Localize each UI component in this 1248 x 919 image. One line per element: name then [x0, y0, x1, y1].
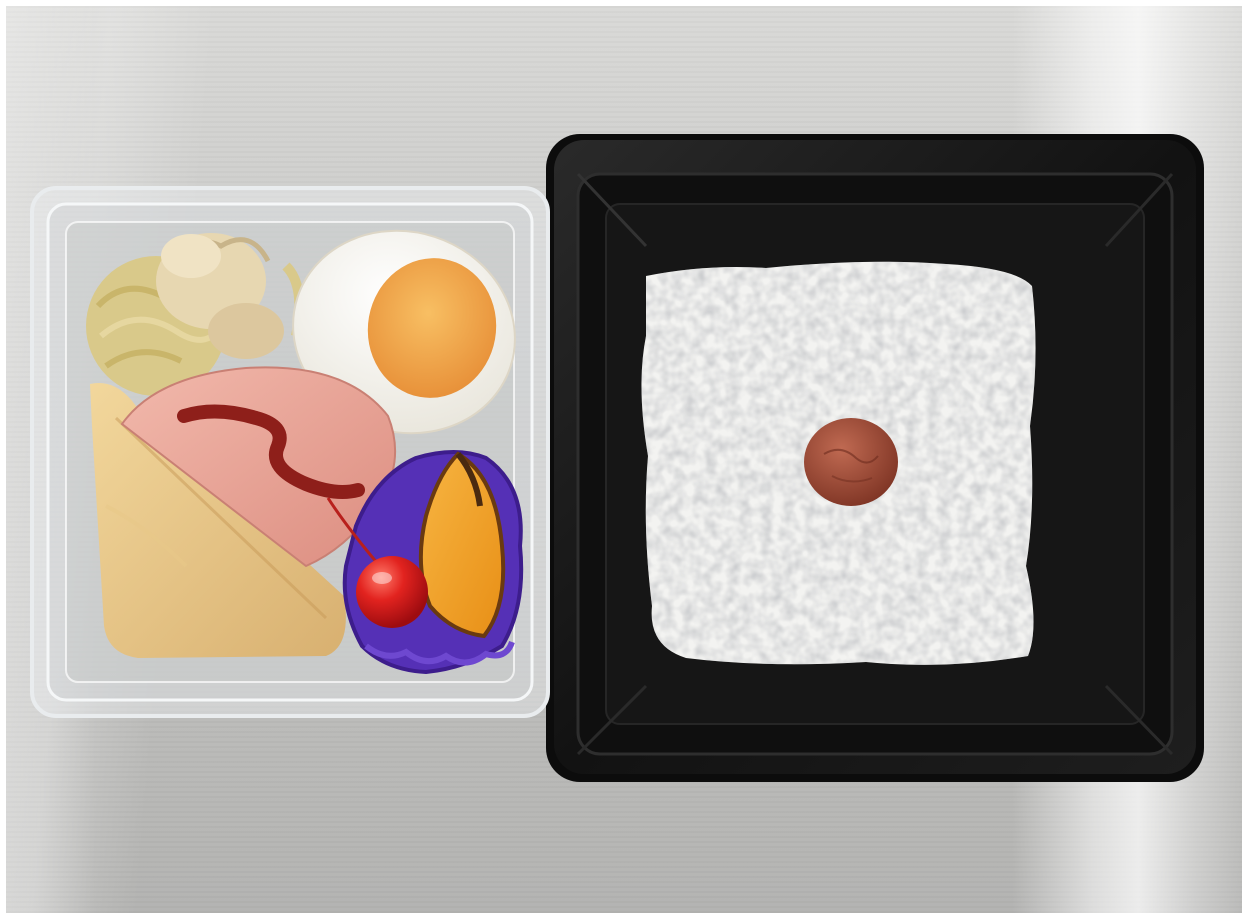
food-scene: [6, 6, 1242, 913]
umeboshi: [804, 418, 898, 506]
photo-frame: [6, 6, 1242, 913]
